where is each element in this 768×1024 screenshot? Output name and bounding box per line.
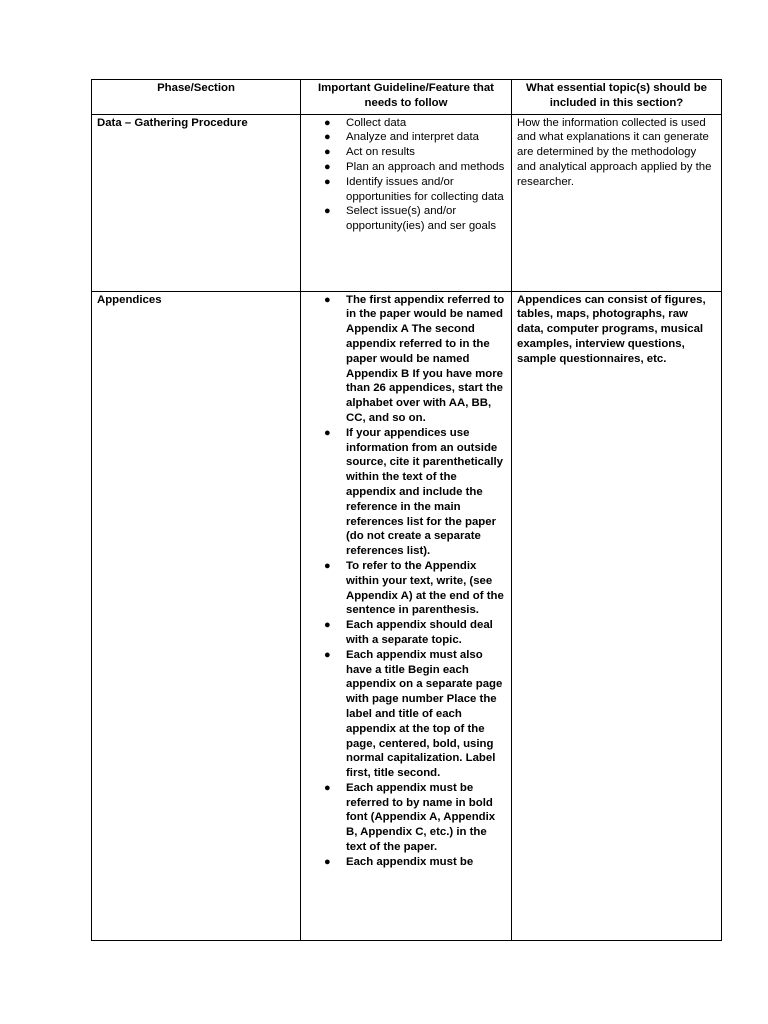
guideline-text: Each appendix must be referred to by name in bold font (Appendix A, Appendix B, Appendix C, etc.) in the text of the paper. — [346, 781, 496, 854]
guideline-text: Each appendix must be — [346, 855, 474, 868]
guideline-cell — [301, 114, 512, 291]
list-item — [324, 781, 506, 855]
topics-cell — [512, 291, 722, 940]
phase-label: Data – Gathering Procedure — [97, 116, 248, 129]
table-header-row — [92, 80, 722, 115]
topics-text: How the information collected is used and what explanations it can generate are determined by the methodology and analytical approach applied by the researcher. — [517, 116, 712, 188]
guideline-text: Each appendix should deal with a separate topic. — [346, 619, 493, 646]
list-item — [324, 855, 506, 870]
bullet-icon: ● — [324, 146, 331, 159]
guideline-list — [306, 116, 506, 234]
list-item — [324, 175, 506, 205]
guideline-cell — [301, 291, 512, 940]
list-item — [324, 618, 506, 648]
list-item — [324, 116, 506, 131]
guideline-text: Identify issues and/or opportunities for collecting data — [346, 175, 504, 203]
list-item — [324, 145, 506, 160]
bullet-icon: ● — [324, 619, 331, 632]
guideline-text: The first appendix referred to in the paper would be named Appendix A The second appendix referred to in the paper would be named Appendix B If you have more than 26 appendices, start the alphabet over with AA, BB, CC, and so on. — [346, 293, 505, 424]
topics-text: Appendices can consist of figures, tables, maps, photographs, raw data, computer programs, musical examples, interview questions, sample questionnaires, etc. — [517, 293, 706, 365]
bullet-icon: ● — [324, 205, 331, 218]
list-item — [324, 204, 506, 234]
list-item — [324, 160, 506, 175]
guideline-text: Each appendix must also have a title Begin each appendix on a separate page with page number Place the label and title of each appendix at the top of the page, centered, bold, using normal capitalization. Label first, title second. — [346, 648, 503, 780]
topics-cell — [512, 114, 722, 291]
guidelines-table — [91, 79, 722, 941]
list-item — [324, 293, 506, 426]
bullet-icon: ● — [324, 160, 331, 173]
bullet-icon: ● — [324, 855, 331, 868]
bullet-icon: ● — [324, 559, 331, 572]
header-essential-topics: What essential topic(s) should be included in this section? — [512, 80, 722, 115]
guideline-text: Analyze and interpret data — [346, 131, 479, 144]
bullet-icon: ● — [324, 648, 331, 661]
guideline-list — [306, 293, 506, 870]
bullet-icon: ● — [324, 116, 331, 129]
bullet-icon: ● — [324, 131, 331, 144]
list-item — [324, 559, 506, 618]
bullet-icon: ● — [324, 781, 331, 794]
bullet-icon: ● — [324, 175, 331, 188]
guideline-text: If your appendices use information from an outside source, cite it parenthetically within the text of the appendix and include the reference in the main references list for the paper (do not create a separate references list). — [346, 426, 503, 558]
bullet-icon: ● — [324, 293, 331, 306]
phase-label: Appendices — [97, 293, 162, 306]
guideline-text: Collect data — [346, 116, 407, 129]
table-row — [92, 291, 722, 940]
phase-cell — [92, 114, 301, 291]
table-row — [92, 114, 722, 291]
list-item — [324, 648, 506, 781]
phase-cell — [92, 291, 301, 940]
guideline-text: To refer to the Appendix within your text, write, (see Appendix A) at the end of the sentence in parenthesis. — [346, 559, 504, 617]
header-guideline: Important Guideline/Feature that needs to follow — [301, 80, 512, 115]
header-phase-section: Phase/Section — [92, 80, 301, 115]
guideline-text: Plan an approach and methods — [346, 160, 505, 173]
list-item — [324, 130, 506, 145]
guideline-text: Select issue(s) and/or opportunity(ies) and ser goals — [346, 205, 497, 233]
bullet-icon: ● — [324, 426, 331, 439]
guideline-text: Act on results — [346, 146, 416, 159]
list-item — [324, 426, 506, 559]
